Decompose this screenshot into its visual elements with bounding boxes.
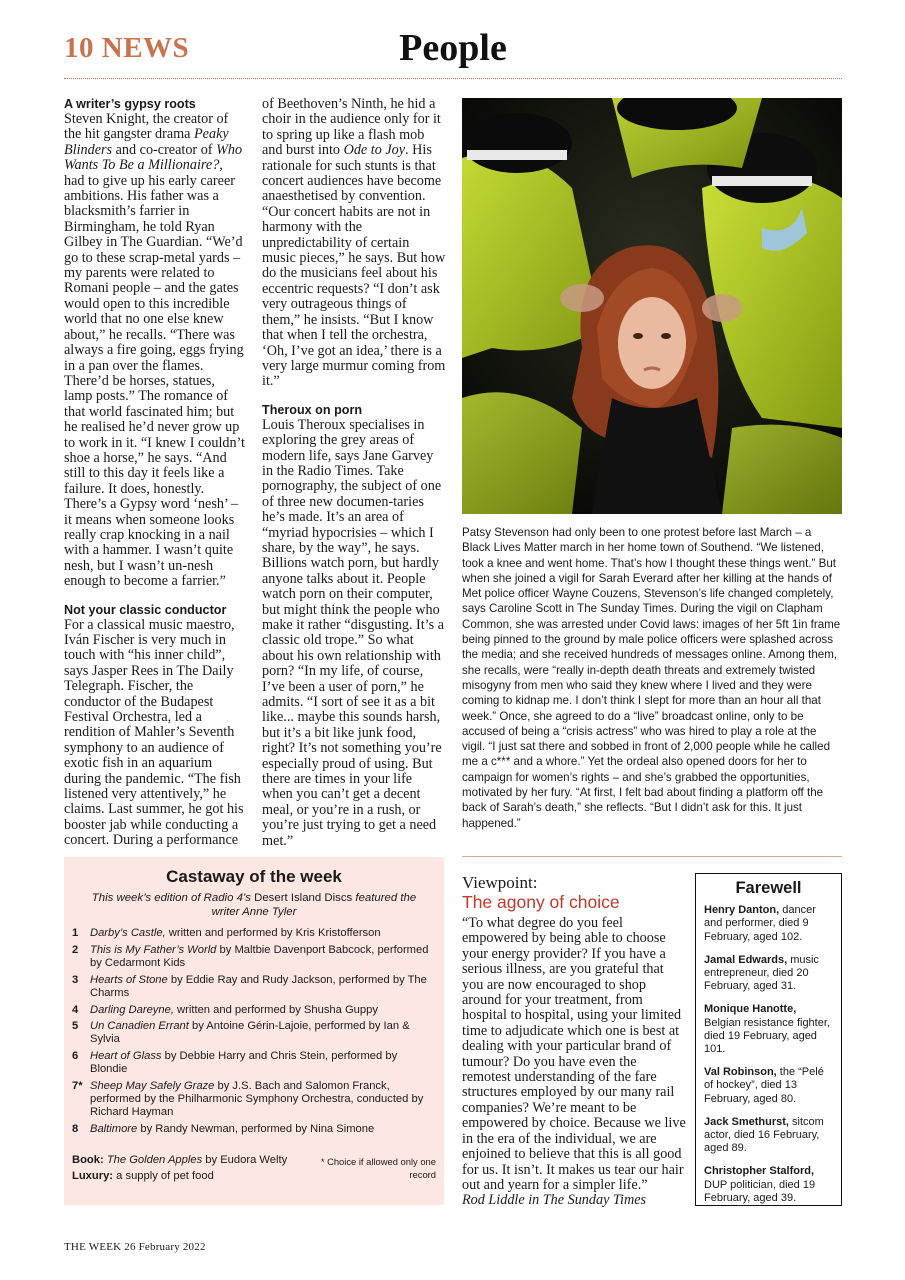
track-list: [72, 927, 436, 1136]
story-text: Louis Theroux specialises in exploring the grey areas of modern life, says Jane Garvey in the Radio Times. Take pornography, the subject of one of three new documen-taries he’s made. It’s an area of “myriad hypocrisies – which I share, by the way”, he says. Billions watch porn, but hardly anyone talks about it. People watch porn on their computer, but might think the people who make it rather “disgusting. It’s a classic old trope.” So what about his own relationship with porn? “In my life, of course, I’ve been a user of porn,” he admits. “I sort of see it as a bit like... maybe this sounds harsh, but it’s a bit like junk food, right? It’s not something you’re especially proud of using. But there are times in your life when you can’t get a decent meal, or you’re in a rush, or you’re just trying to get a need met.”: [262, 416, 445, 849]
viewpoint-body: “To what degree do you feel empowered by being able to choose your energy provider? If you have a serious illness, are you grateful that you are now encouraged to shop around for your treatment, from hospital to hospital, using your limited time to adjudicate which one is best at dealing with your particular brand of tumour? Do you have even the remotest understanding of the fare structures employed by our many rail companies? We’re meant to be empowered by choice. Because we live in the era of the individual, we are enjoined to believe that this is all good for us. It isn’t. It makes us tear our hair out and yearn for a simpler life.”: [462, 915, 686, 1193]
column-left: [64, 97, 246, 862]
story-text: , had to give up his early career ambitions. His father was a blacksmith’s farrier in Birmingham, he told Ryan Gilbey in The Guardian. “We’d go to these scrap-metal yards – my parents were related to Romani people – and the gates would open to this incredible world that no one else knew about,” he recalls. “There was always a fire going, eggs frying in a pan over the flames. There’d be horses, statues, lamp posts.” The romance of that world fascinated him; but he realised he’d never grow up to work in it. “I knew I couldn’t shoe a horse,” he says. “And still to this day it feels like a failure. It does, honestly. There’s a Gypsy word ‘nesh’ – it means when someone looks really crap knocking in a nail with a hammer. I wasn’t quite nesh, but I wasn’t un-nesh enough to become a farrier.”: [64, 157, 245, 590]
track-item: [72, 1020, 436, 1046]
track-number: 2: [72, 943, 79, 956]
track-number: 3: [72, 973, 79, 986]
track-title: Heart of Glass: [90, 1050, 162, 1063]
viewpoint-kicker: Viewpoint:: [462, 873, 538, 892]
story-text-italic: Who Wants To Be a Millionaire?: [64, 141, 243, 174]
viewpoint-headline: The agony of choice: [462, 892, 620, 912]
book-author: by Eudora Welty: [202, 1154, 288, 1166]
farewell-name: Val Robinson,: [704, 1066, 777, 1079]
story-theroux: [262, 403, 446, 849]
story-gypsy: [64, 97, 246, 590]
track-title: Sheep May Safely Graze: [90, 1080, 215, 1093]
section-label: 10 NEWS: [64, 32, 190, 64]
column-middle: [262, 97, 446, 862]
track-credits: by Eddie Ray and Rudy Jackson, performed by The Charms: [90, 973, 427, 999]
track-credits: by Maltbie Davenport Babcock, performed by Cedarmont Kids: [90, 943, 429, 969]
farewell-name: Henry Danton,: [704, 904, 780, 917]
farewell-name: Monique Hanotte,: [704, 1003, 797, 1016]
track-credits: by Antoine Gérin-Lajoie, performed by Ian & Sylvia: [90, 1020, 410, 1046]
farewell-name: Jack Smethurst,: [704, 1115, 789, 1128]
track-credits: by Randy Newman, performed by Nina Simone: [137, 1123, 375, 1136]
luxury-value: a supply of pet food: [113, 1169, 214, 1182]
farewell-title: Farewell: [735, 879, 802, 897]
castaway-intro: [86, 891, 422, 919]
farewell-entry: [704, 1116, 833, 1156]
page-footer: THE WEEK 26 February 2022: [64, 1241, 206, 1253]
track-text: [90, 1050, 436, 1076]
viewpoint-source: Rod Liddle in The Sunday Times: [462, 1192, 647, 1209]
story-heading: Not your classic conductor: [64, 602, 227, 617]
track-item: [72, 1004, 436, 1017]
track-credits: written and performed by Shusha Guppy: [173, 1003, 378, 1016]
track-text: [90, 1123, 436, 1136]
photo-caption: Patsy Stevenson had only been to one protest before last March – a Black Lives Matter march in her home town of Southend. “We listened, took a knee and went home. That’s how I thought these things went.” But when she joined a vigil for Sarah Everard after her killing at the hands of Met police officer Wayne Couzens, Stevenson’s life changed completely, says Caroline Scott in The Sunday Times. During the vigil on Clapham Common, she was arrested under Covid laws: images of her 5ft 1in frame being pinned to the ground by male police officers were splashed across the media; and she received hundreds of messages online. Among them, she recalls, were “really in-depth death threats and extremely twisted misogyny from men who said they knew where I lived and they were coming to kidnap me. I don’t think I slept for more than an hour all that week.” Once, she agreed to do a “live” broadcast online, only to be accused of being a “crisis actress” who was hired to play a role at the vigil. “I just sat there and sobbed in front of 2,000 people while he called me a c*** and a whore.” Yet the ordeal also opened doors for her to campaign for women’s rights – and she’s grabbed the opportunities, motivated by her fury. “At first, I felt bad about finding a platform off the back of Sarah’s death,” she reflects. “But I didn’t ask for this. It just happened.”: [462, 526, 841, 830]
track-text: [90, 944, 436, 970]
track-item: [72, 974, 436, 1000]
intro-text: This week’s edition of Radio 4’s: [91, 892, 255, 904]
story-text-italic: Peaky Blinders: [64, 126, 229, 158]
farewell-box: [695, 873, 842, 1206]
book-title: The Golden Apples: [106, 1154, 203, 1166]
story-text: Steven Knight, the creator of the hit gangster drama: [64, 111, 229, 143]
track-number: 8: [72, 1123, 79, 1136]
castaway-footer: [72, 1153, 436, 1184]
track-title: Hearts of Stone: [90, 973, 168, 986]
track-text: [90, 974, 436, 1000]
divider: [462, 856, 842, 857]
protest-photo-illustration: [462, 98, 842, 514]
track-title: Baltimore: [90, 1123, 138, 1136]
farewell-desc: DUP politician, died 19 February, aged 39.: [704, 1178, 816, 1204]
book-label: Book:: [72, 1154, 104, 1166]
track-title: Un Canadien Errant: [90, 1020, 189, 1033]
intro-text: featured the writer Anne Tyler: [211, 892, 417, 918]
farewell-desc: sitcom actor, died 16 February, aged 89.: [704, 1115, 824, 1155]
intro-programme: Desert Island Discs: [254, 892, 353, 904]
track-item: [72, 1123, 436, 1136]
track-title: Darling Dareyne,: [90, 1003, 174, 1016]
track-text: [90, 1020, 436, 1046]
farewell-entry: [704, 1003, 833, 1056]
story-conductor-continued: [262, 97, 446, 390]
story-text-italic: Ode to Joy: [343, 142, 406, 159]
farewell-name: Jamal Edwards,: [704, 953, 788, 966]
track-credits: written and performed by Kris Kristofferson: [165, 927, 381, 939]
story-text: . His rationale for such stunts is that concert audiences have become anaesthetised by convention. “Our concert habits are not in harmony with the unpredictability of certain music pieces,” he says. But how do the musicians feel about his eccentric requests? “I don’t ask very outrageous things of them,” he insists. “But I know that when I tell the orchestra, ‘Oh, I’ve got an idea,’ there is a very large murmur coming from it.”: [262, 142, 446, 390]
story-heading: Theroux on porn: [262, 402, 363, 417]
track-title: Darby’s Castle,: [90, 927, 166, 939]
track-credits: by J.S. Bach and Salomon Franck, performed by the Philharmonic Symphony Orchestra, conducted by Richard Hayman: [90, 1080, 424, 1119]
viewpoint: [462, 873, 687, 1209]
farewell-desc: music entrepreneur, died 20 February, aged 31.: [704, 953, 819, 993]
farewell-entry: [704, 954, 833, 994]
story-conductor: [64, 603, 246, 849]
track-title: This is My Father’s World: [90, 943, 217, 956]
castaway-title: Castaway of the week: [166, 867, 342, 886]
farewell-desc: the “Pelé of hockey”, died 13 February, aged 80.: [704, 1066, 824, 1105]
story-text: For a classical music maestro, Iván Fischer is very much in touch with “his inner child”, says Jasper Rees in The Daily Telegraph. Fischer, the conductor of the Budapest Festival Orchestra, led a rendition of Mahler’s Seventh symphony to an audience of exotic fish in an aquarium during the pandemic. “The fish listened very attentively,” he claims. Last summer, he got his booster jab while conducting a concert. During a performance: [64, 616, 244, 849]
story-heading: A writer’s gypsy roots: [64, 97, 196, 111]
protest-photo: [462, 98, 842, 514]
luxury-label: Luxury:: [72, 1169, 114, 1182]
track-credits: by Debbie Harry and Chris Stein, performed by Blondie: [90, 1050, 398, 1076]
track-item: [72, 944, 436, 970]
track-item: [72, 1080, 436, 1120]
story-text: and co-creator of: [112, 141, 217, 158]
track-text: [90, 1080, 436, 1120]
choice-note: * Choice if allowed only one record: [320, 1156, 436, 1180]
track-text: [90, 927, 436, 940]
story-text: of Beethoven’s Ninth, he hid a choir in the audience only for it to spring up like a flash mob and burst into: [262, 96, 441, 159]
farewell-name: Christopher Stalford,: [704, 1165, 815, 1178]
page-title: People: [399, 27, 507, 69]
farewell-list: [704, 904, 833, 1205]
track-number: 5: [72, 1020, 79, 1033]
track-number: 6: [72, 1050, 79, 1063]
track-number: 1: [72, 927, 79, 939]
farewell-entry: [704, 1165, 833, 1205]
castaway-box: [64, 857, 444, 1205]
farewell-desc: Belgian resistance fighter, died 19 February, aged 101.: [704, 1016, 830, 1056]
track-item: [72, 927, 436, 940]
track-number: 4: [72, 1003, 79, 1016]
farewell-desc: dancer and performer, died 9 February, aged 102.: [704, 904, 816, 943]
track-number: 7*: [72, 1080, 83, 1093]
track-item: [72, 1050, 436, 1076]
track-text: [90, 1004, 436, 1017]
farewell-entry: [704, 904, 833, 944]
farewell-entry: [704, 1066, 833, 1106]
page-header: [64, 26, 842, 79]
